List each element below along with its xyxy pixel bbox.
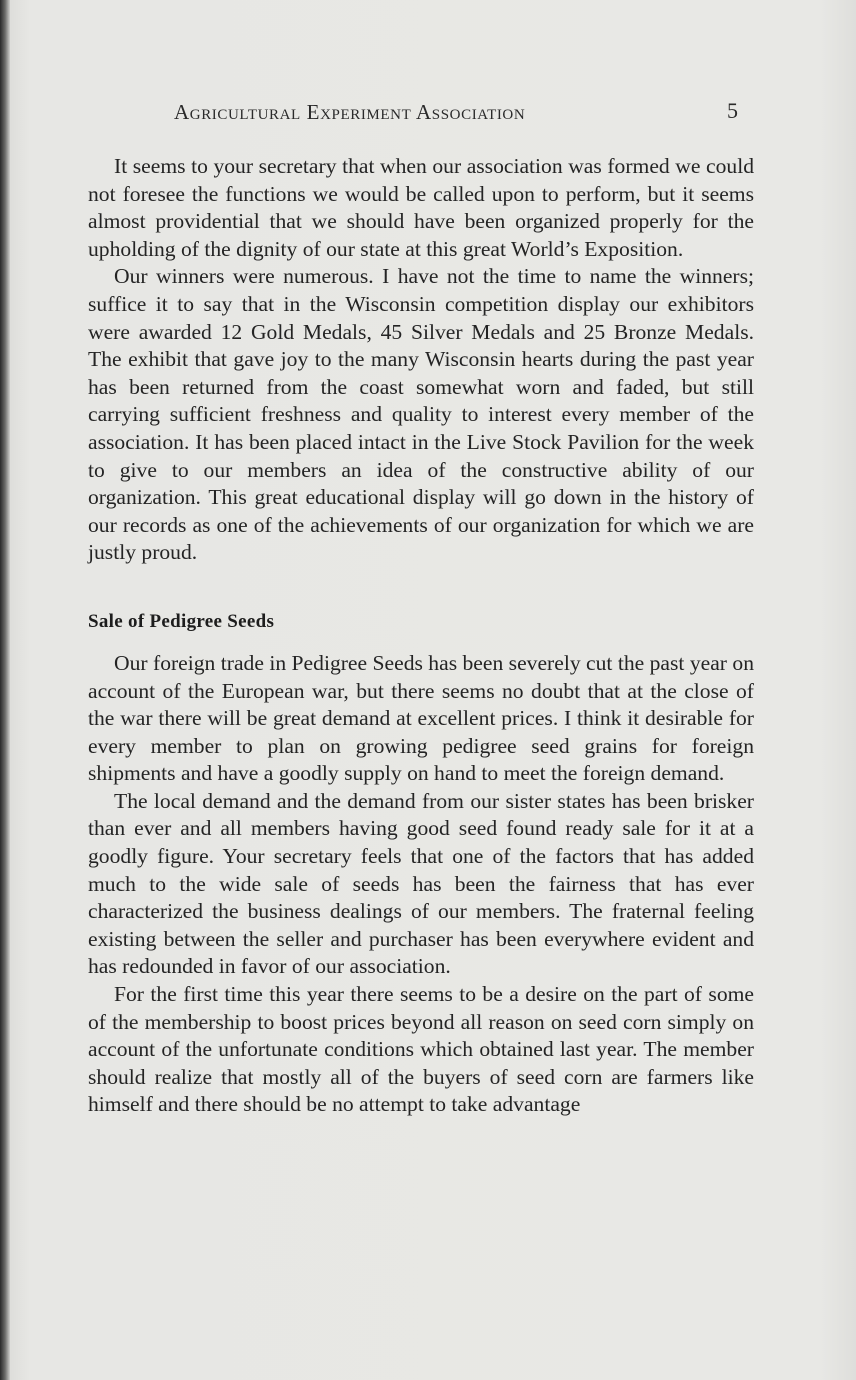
page-number: 5 bbox=[727, 98, 738, 123]
paragraph: Our winners were numerous. I have not the time to name the winners; suffice it to say that in the Wisconsin competition display our exhibitors were awarded 12 Gold Medals, 45 Silver Medals and 25 Bronze Medals. The exhibit that gave joy to the many Wisconsin hearts during the past year has been returned from the coast somewhat worn and faded, but still carrying sufficient freshness and quality to interest every member of the association. It has been placed intact in the Live Stock Pavilion for the week to give to our members an idea of the constructive ability of our organization. This great educational display will go down in the history of our records as one of the achievements of our organization for which we are justly proud. bbox=[88, 264, 754, 565]
binding-edge bbox=[0, 0, 10, 1380]
body-text bbox=[88, 153, 754, 1119]
paragraph: It seems to your secretary that when our association was formed we could not foresee the functions we would be called upon to perform, but it seems almost providential that we should have been organized properly for the upholding of the dignity of our state at this great World’s Exposition. bbox=[88, 154, 754, 261]
section-heading: Sale of Pedigree Seeds bbox=[88, 610, 275, 632]
paragraph: Our foreign trade in Pedigree Seeds has been severely cut the past year on account of the European war, but there seems no doubt that at the close of the war there will be great demand at excellent prices. I think it desirable for every member to plan on growing pedigree seed grains for foreign shipments and have a goodly supply on hand to meet the foreign demand. bbox=[88, 650, 754, 786]
paragraph: The local demand and the demand from our sister states has been brisker than ever and all members having good seed found ready sale for it at a goodly figure. Your secretary feels that one of the factors that has added much to the wide sale of seeds has been the fairness that has ever characterized the business dealings of our members. The fraternal feeling existing between the seller and purchaser has been everywhere evident and has redounded in favor of our association. bbox=[88, 788, 754, 979]
running-title: Agricultural Experiment Association bbox=[174, 100, 526, 124]
page-header bbox=[88, 98, 756, 130]
paragraph: For the first time this year there seems to be a desire on the part of some of the membership to boost prices beyond all reason on seed corn simply on account of the unfortunate conditions which obtained last year. The member should realize that mostly all of the buyers of seed corn are farmers like himself and there should be no attempt to take advantage bbox=[88, 982, 754, 1117]
